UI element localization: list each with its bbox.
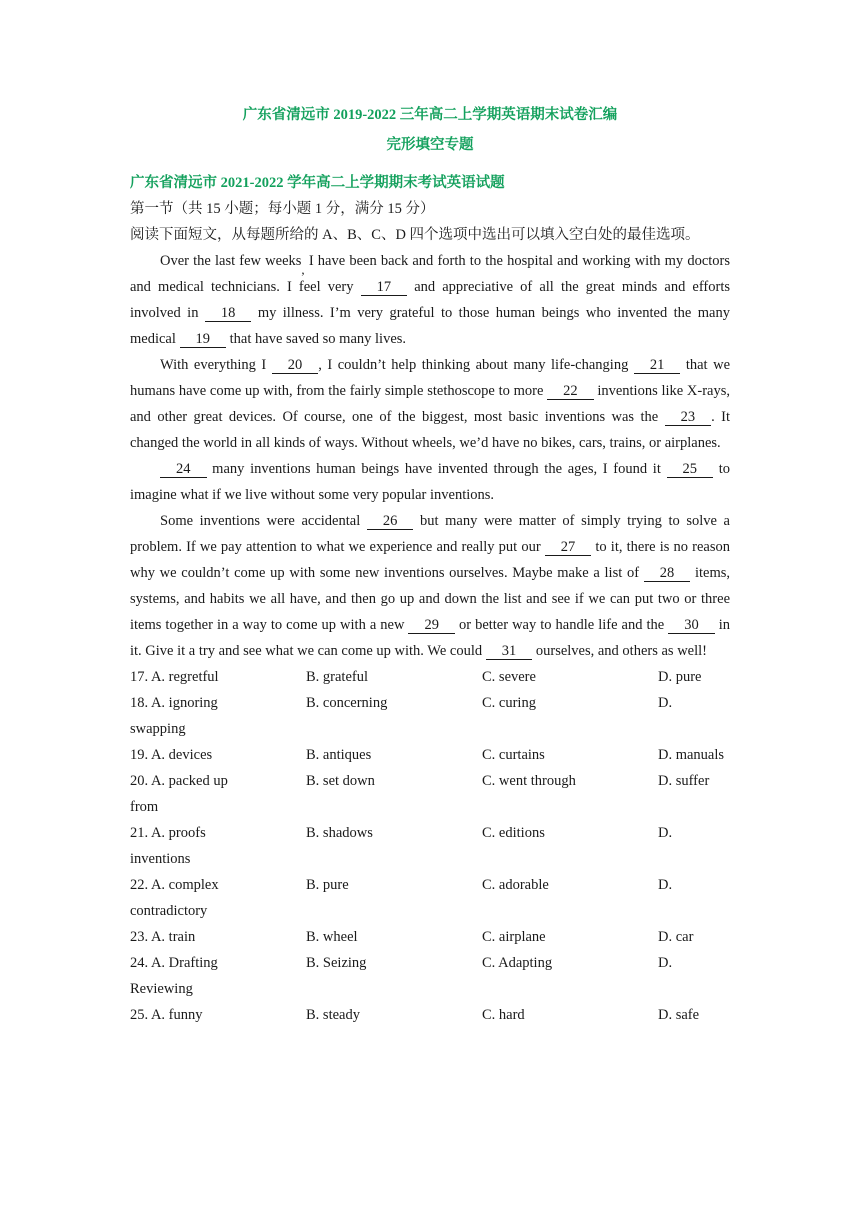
blank-19[interactable]: 19 bbox=[180, 331, 227, 348]
options-list bbox=[130, 664, 730, 1028]
option-a[interactable]: 19. A. devices bbox=[130, 747, 213, 763]
passage-paragraph-4 bbox=[130, 508, 730, 664]
option-c[interactable]: C. curing bbox=[482, 695, 536, 711]
blank-28[interactable]: 28 bbox=[644, 565, 691, 582]
option-d[interactable]: D. pure bbox=[658, 669, 702, 685]
text-run: and appreciative of all the great minds and efforts involved in bbox=[130, 279, 730, 321]
option-d[interactable]: D. manuals bbox=[658, 747, 725, 763]
text-run: I have been back and forth to the hospital and working with my doctors and medical technicians. I feel very bbox=[130, 253, 731, 295]
option-b[interactable]: B. set down bbox=[306, 773, 375, 789]
option-a[interactable]: 17. A. regretful bbox=[130, 669, 219, 685]
option-d-continued: swapping bbox=[130, 721, 186, 737]
option-b[interactable]: B. concerning bbox=[306, 695, 388, 711]
blank-25[interactable]: 25 bbox=[667, 461, 714, 478]
option-a[interactable]: 18. A. ignoring bbox=[130, 695, 218, 711]
text-run: but many were matter of simply trying to solve a problem. If we pay attention to what we experience and really put our bbox=[130, 513, 730, 555]
option-d[interactable]: D. bbox=[658, 955, 673, 971]
text-run: ourselves, and others as well! bbox=[532, 643, 707, 659]
text-run: Over the last few weeks bbox=[160, 253, 302, 269]
blank-27[interactable]: 27 bbox=[545, 539, 592, 556]
blank-21[interactable]: 21 bbox=[634, 357, 681, 374]
option-b[interactable]: B. Seizing bbox=[306, 955, 367, 971]
text-run: , I couldn’t help thinking about many life-changing bbox=[318, 357, 634, 373]
question-20-options bbox=[130, 768, 730, 820]
option-c[interactable]: C. went through bbox=[482, 773, 576, 789]
text-run: that have saved so many lives. bbox=[226, 331, 407, 347]
option-d[interactable]: D. car bbox=[658, 929, 694, 945]
text-run: With everything I bbox=[160, 357, 272, 373]
blank-29[interactable]: 29 bbox=[408, 617, 455, 634]
blank-30[interactable]: 30 bbox=[668, 617, 715, 634]
blank-18[interactable]: 18 bbox=[205, 305, 252, 322]
option-c[interactable]: C. adorable bbox=[482, 877, 549, 893]
option-b[interactable]: B. antiques bbox=[306, 747, 372, 763]
text-run: in it. Give it a try and see what we can come up with. We could bbox=[130, 617, 731, 659]
document-subtitle: 完形填空专题 bbox=[386, 137, 474, 153]
question-18-options bbox=[130, 690, 730, 742]
option-c[interactable]: C. curtains bbox=[482, 747, 545, 763]
option-b[interactable]: B. pure bbox=[306, 877, 349, 893]
option-a[interactable]: 24. A. Drafting bbox=[130, 955, 218, 971]
blank-31[interactable]: 31 bbox=[486, 643, 533, 660]
comma-mark: , bbox=[301, 262, 305, 277]
text-run: that we humans have come up with, from the fairly simple stethoscope to more bbox=[130, 357, 731, 399]
text-run: my illness. I’m very grateful to those human beings who invented the many medical bbox=[130, 305, 730, 347]
question-23-options bbox=[130, 924, 730, 950]
option-c[interactable]: C. severe bbox=[482, 669, 536, 685]
option-d[interactable]: D. bbox=[658, 825, 673, 841]
instruction-text: 阅读下面短文，从每题所给的 A、B、C、D 四个选项中选出可以填入空白处的最佳选项。 bbox=[130, 227, 700, 243]
document-page bbox=[130, 100, 730, 1028]
question-17-options bbox=[130, 664, 730, 690]
option-c[interactable]: C. Adapting bbox=[482, 955, 553, 971]
document-title: 广东省清远市 2019-2022 三年高二上学期英语期末试卷汇编 bbox=[242, 107, 618, 123]
option-a[interactable]: 25. A. funny bbox=[130, 1007, 203, 1023]
option-a[interactable]: 21. A. proofs bbox=[130, 825, 206, 841]
passage-paragraph-2 bbox=[130, 352, 730, 456]
passage-paragraph-1 bbox=[130, 248, 730, 352]
option-d-continued: Reviewing bbox=[130, 981, 193, 997]
option-d[interactable]: D. bbox=[658, 695, 673, 711]
option-d[interactable]: D. safe bbox=[658, 1007, 700, 1023]
text-run: items, systems, and habits we all have, and then go up and down the list and see if we can put two or three items together in a way to come up with a new bbox=[130, 565, 730, 633]
passage-paragraph-3 bbox=[130, 456, 730, 508]
text-run: to imagine what if we live without some very popular inventions. bbox=[130, 461, 730, 503]
question-22-options bbox=[130, 872, 730, 924]
blank-22[interactable]: 22 bbox=[547, 383, 594, 400]
question-21-options bbox=[130, 820, 730, 872]
option-c[interactable]: C. editions bbox=[482, 825, 545, 841]
blank-17[interactable]: 17 bbox=[361, 279, 408, 296]
option-d[interactable]: D. bbox=[658, 877, 673, 893]
question-24-options bbox=[130, 950, 730, 1002]
part-label: 第一节（共 15 小题；每小题 1 分，满分 15 分） bbox=[130, 201, 435, 217]
text-run: inventions like X-rays, and other great devices. Of course, one of the biggest, most basic inventions was the bbox=[130, 383, 730, 425]
text-run: to it, there is no reason why we couldn’t come up with some new inventions ourselves. Maybe make a list of bbox=[130, 539, 730, 581]
option-c[interactable]: C. airplane bbox=[482, 929, 546, 945]
text-run: . It changed the world in all kinds of ways. Without wheels, we’d have no bikes, cars, trains, or airplanes. bbox=[130, 409, 730, 451]
option-a-continued: from bbox=[130, 799, 159, 815]
text-run: or better way to handle life and the bbox=[454, 617, 669, 633]
option-b[interactable]: B. steady bbox=[306, 1007, 360, 1023]
text-run: many inventions human beings have invented through the ages, I found it bbox=[206, 461, 667, 477]
blank-24[interactable]: 24 bbox=[160, 461, 207, 478]
question-25-options bbox=[130, 1002, 730, 1028]
option-a[interactable]: 20. A. packed up bbox=[130, 773, 228, 789]
blank-23[interactable]: 23 bbox=[665, 409, 712, 426]
blank-26[interactable]: 26 bbox=[367, 513, 414, 530]
option-b[interactable]: B. grateful bbox=[306, 669, 369, 685]
option-b[interactable]: B. shadows bbox=[306, 825, 373, 841]
option-a[interactable]: 22. A. complex bbox=[130, 877, 219, 893]
option-b[interactable]: B. wheel bbox=[306, 929, 358, 945]
option-d[interactable]: D. suffer bbox=[658, 773, 710, 789]
option-d-continued: contradictory bbox=[130, 903, 208, 919]
option-c[interactable]: C. hard bbox=[482, 1007, 525, 1023]
option-a[interactable]: 23. A. train bbox=[130, 929, 196, 945]
section-heading: 广东省清远市 2021-2022 学年高二上学期期末考试英语试题 bbox=[130, 175, 505, 191]
blank-20[interactable]: 20 bbox=[272, 357, 319, 374]
text-run: Some inventions were accidental bbox=[160, 513, 367, 529]
question-19-options bbox=[130, 742, 730, 768]
option-d-continued: inventions bbox=[130, 851, 191, 867]
